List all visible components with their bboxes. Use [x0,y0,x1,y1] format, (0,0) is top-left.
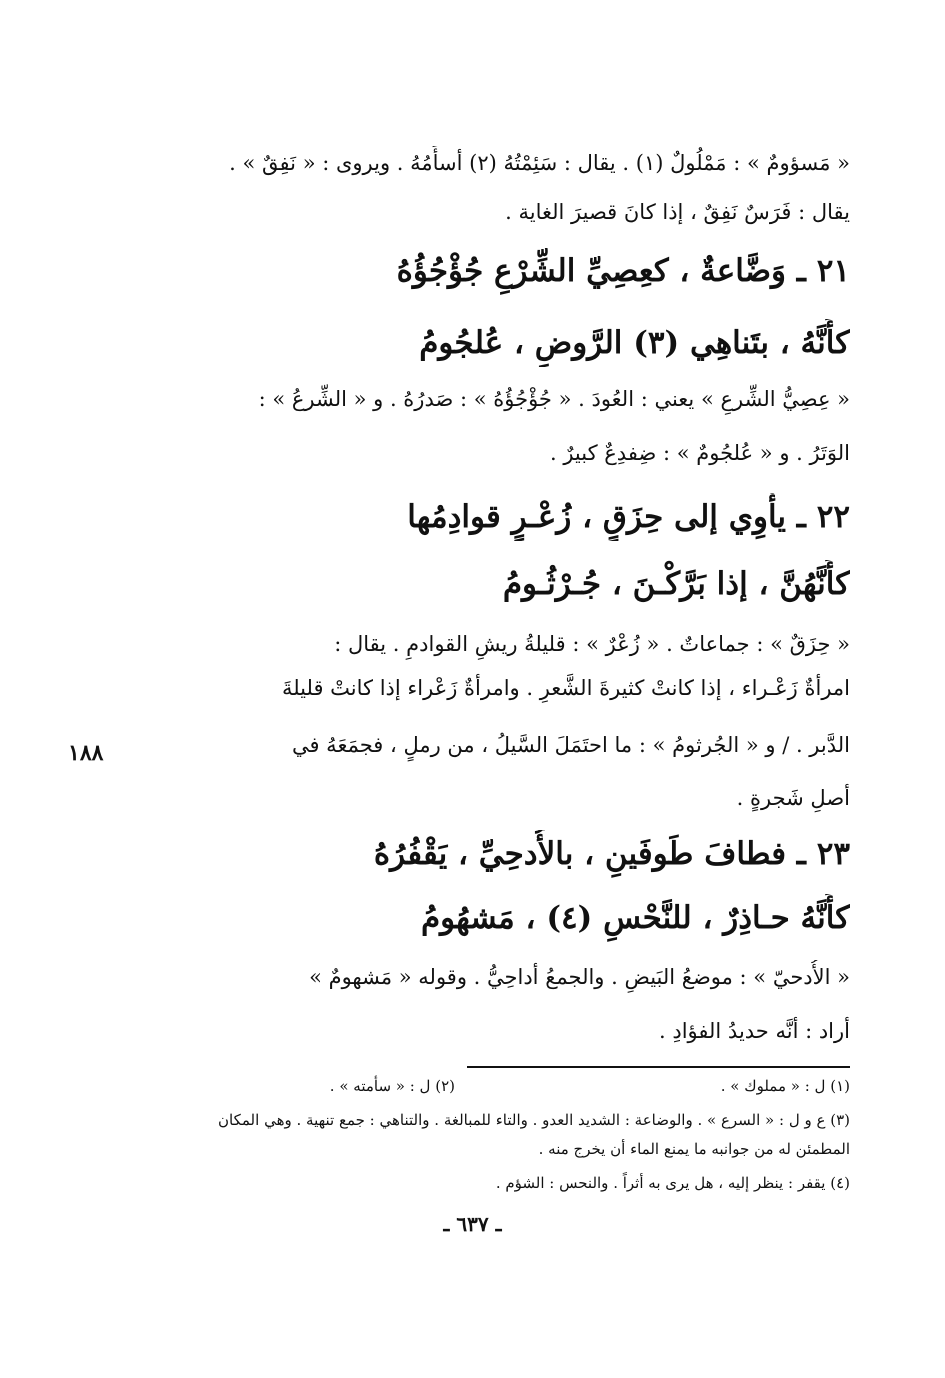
verse-23-second-hemistich: كأَنَّهُ حـاذِرٌ ، للنَّحْسِ (٤) ، مَشهُومُ [420,900,850,936]
verse-23-first-hemistich: ٢٣ ـ فطافَ طَوفَينِ ، بالأُدحِيِّ ، يَقْفُرُهُ [373,836,850,872]
verse-22-first-hemistich: ٢٢ ـ يأْوِي إلى حِزَقٍ ، زُعْـرٍ قوادِمُها [407,499,850,535]
verse-21-second-hemistich: كأَنَّهُ ، بتَناهِي (٣) الرَّوضِ ، عُلجُومُ [419,325,850,361]
commentary-line: « مَسؤومٌ » : مَمْلُولٌ (١) . يقال : سَئِمْتُهُ (٢) أسأَمُهُ . ويروى : « نَفِقٌ » . [229,151,850,175]
commentary-line: يقال : فَرَسٌ نَفِقٌ ، إذا كانَ قصيرَ الغاية . [505,200,850,224]
commentary-line: الدَّبر . / و « الجُرثومُ » : ما احتَمَلَ السَّيلُ ، من رملٍ ، فجمَعَهُ في [291,733,850,757]
commentary-line: الوَتَرُ . و « عُلجُومٌ » : ضِفدِعٌ كبيرٌ . [549,441,850,465]
commentary-line: أراد : أنَّه حديدُ الفؤادِ . [659,1019,850,1043]
commentary-line: « الأُدحيّ » : موضعُ البَيضِ . والجمعُ أداحِيُّ . وقوله « مَشهومٌ » [309,965,850,989]
footnote-4: (٤) يقفر : ينظر إليه ، هل يرى به أثراً . والنحس : الشؤم . [495,1174,850,1192]
commentary-line: « حِزَقٌ » : جماعاتٌ . « زُعْرٌ » : قليلةُ ريشِ القوادمِ . يقال : [334,632,850,656]
margin-page-reference: ١٨٨ [68,740,104,766]
commentary-line: امرأةٌ زَعْـراء ، إذا كانتْ كثيرةَ الشَّعرِ . وامرأةٌ زَعْراء إذا كانتْ قليلةَ [281,676,850,700]
footnote-row [95,1073,850,1099]
footnote-3-continued: المطمئن له من جوانبه ما يمنع الماء أن يخرج منه . [538,1140,850,1158]
commentary-line: أصلِ شَجرةٍ . [736,786,850,810]
verse-22-second-hemistich: كأَنَّهُنَّ ، إذا بَرَّكْـنَ ، جُـرْثُـومُ [502,566,850,602]
verse-21-first-hemistich: ٢١ ـ وَضَّاعةٌ ، كعِصِيِّ الشِّرْعِ جُؤْجُؤُهُ [396,253,850,289]
footnote-1: (١) ل : « مملوك » . [720,1077,850,1095]
footnote-2: (٢) ل : « سأمته » . [329,1077,455,1095]
page-number: ـ ٦٣٧ ـ [443,1212,502,1236]
footnote-3: (٣) ع و ل : « السرع » . والوضاعة : الشديد العدو . والتاء للمبالغة . والتناهي : جمع تنهية . وهي المكان [218,1111,850,1129]
commentary-line: « عِصِيُّ الشِّرعِ » يعني : العُودَ . « جُؤْجُؤُهُ » : صَدرُهُ . و « الشِّرعُ » : [258,387,850,411]
footnote-separator [467,1066,850,1068]
